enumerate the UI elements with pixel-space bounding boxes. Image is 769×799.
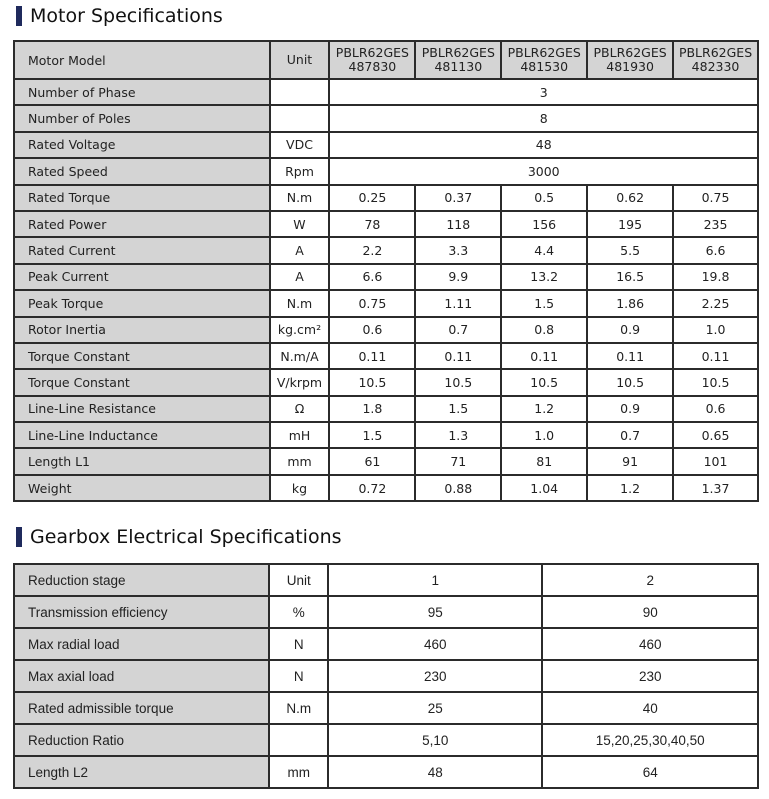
- row-value: 16.5: [587, 264, 673, 290]
- row-label: Number of Phase: [14, 79, 270, 105]
- model-series: PBLR62GES: [593, 45, 667, 60]
- row-value: 118: [415, 211, 501, 237]
- row-value: 1.3: [415, 422, 501, 448]
- model-number: 481530: [520, 59, 569, 74]
- row-unit: Unit: [269, 564, 328, 596]
- row-unit: mm: [270, 448, 330, 474]
- row-unit: V/krpm: [270, 369, 330, 395]
- row-unit: kg: [270, 475, 330, 501]
- row-label: Reduction stage: [14, 564, 269, 596]
- row-value: 64: [542, 756, 758, 788]
- row-value: 15,20,25,30,40,50: [542, 724, 758, 756]
- header-model-482330: [673, 41, 758, 79]
- row-value: 0.9: [587, 396, 673, 422]
- header-model-481930: [587, 41, 673, 79]
- row-unit: Ω: [270, 396, 330, 422]
- row-unit: N.m: [270, 185, 330, 211]
- row-value: 95: [328, 596, 542, 628]
- row-unit: N: [269, 628, 328, 660]
- row-value: 71: [415, 448, 501, 474]
- row-value: 61: [329, 448, 415, 474]
- row-label: Transmission efficiency: [14, 596, 269, 628]
- row-value: 2.2: [329, 237, 415, 263]
- row-value: 0.62: [587, 185, 673, 211]
- gearbox-specifications-heading: [16, 526, 342, 548]
- row-value: 10.5: [673, 369, 758, 395]
- row-value: 0.88: [415, 475, 501, 501]
- row-value: 6.6: [673, 237, 758, 263]
- table-row: [14, 756, 758, 788]
- row-label: Weight: [14, 475, 270, 501]
- row-value: 0.6: [673, 396, 758, 422]
- row-value: 0.11: [673, 343, 758, 369]
- row-value: 78: [329, 211, 415, 237]
- row-value: 0.37: [415, 185, 501, 211]
- row-label: Rated admissible torque: [14, 692, 269, 724]
- row-value: 1: [328, 564, 542, 596]
- row-unit: N: [269, 660, 328, 692]
- row-value: 1.5: [329, 422, 415, 448]
- row-value: 101: [673, 448, 758, 474]
- row-value: 1.37: [673, 475, 758, 501]
- row-value: 81: [501, 448, 587, 474]
- row-unit: N.m/A: [270, 343, 330, 369]
- table-row: [14, 237, 758, 263]
- row-unit: W: [270, 211, 330, 237]
- row-unit: Rpm: [270, 158, 330, 184]
- table-row: [14, 132, 758, 158]
- row-unit: [270, 105, 330, 131]
- table-row: [14, 185, 758, 211]
- row-label: Peak Torque: [14, 290, 270, 316]
- row-value: 5.5: [587, 237, 673, 263]
- row-value: 460: [328, 628, 542, 660]
- row-unit: mm: [269, 756, 328, 788]
- row-value-all-models: 8: [329, 105, 758, 131]
- row-label: Rated Torque: [14, 185, 270, 211]
- row-value: 1.2: [501, 396, 587, 422]
- row-label: Rated Voltage: [14, 132, 270, 158]
- row-value: 0.7: [587, 422, 673, 448]
- heading-accent-bar: [16, 527, 22, 547]
- row-unit: %: [269, 596, 328, 628]
- row-unit: A: [270, 264, 330, 290]
- model-series: PBLR62GES: [335, 45, 409, 60]
- table-row: [14, 211, 758, 237]
- row-value: 0.8: [501, 317, 587, 343]
- row-label: Torque Constant: [14, 369, 270, 395]
- row-unit: kg.cm²: [270, 317, 330, 343]
- row-value-all-models: 3: [329, 79, 758, 105]
- row-value: 1.86: [587, 290, 673, 316]
- table-row: [14, 724, 758, 756]
- table-row: [14, 343, 758, 369]
- row-label: Rated Current: [14, 237, 270, 263]
- row-value: 4.4: [501, 237, 587, 263]
- model-number: 481130: [434, 59, 483, 74]
- table-row: [14, 369, 758, 395]
- row-value: 1.0: [673, 317, 758, 343]
- row-label: Peak Current: [14, 264, 270, 290]
- model-series: PBLR62GES: [507, 45, 581, 60]
- table-row: [14, 448, 758, 474]
- row-value: 2: [542, 564, 758, 596]
- row-label: Length L1: [14, 448, 270, 474]
- row-value: 0.75: [673, 185, 758, 211]
- row-value: 1.2: [587, 475, 673, 501]
- row-value: 460: [542, 628, 758, 660]
- row-value: 0.7: [415, 317, 501, 343]
- row-value: 230: [328, 660, 542, 692]
- table-row: [14, 628, 758, 660]
- header-model-481530: [501, 41, 587, 79]
- table-row: [14, 396, 758, 422]
- row-value: 9.9: [415, 264, 501, 290]
- row-value: 0.65: [673, 422, 758, 448]
- header-unit: Unit: [270, 41, 330, 79]
- row-value: 25: [328, 692, 542, 724]
- row-label: Line-Line Inductance: [14, 422, 270, 448]
- row-value: 10.5: [587, 369, 673, 395]
- motor-specifications-table: [13, 40, 759, 502]
- row-value: 5,10: [328, 724, 542, 756]
- row-unit: N.m: [269, 692, 328, 724]
- row-value: 0.11: [329, 343, 415, 369]
- motor-specifications-title: Motor Specifications: [30, 5, 223, 27]
- model-number: 481930: [606, 59, 654, 74]
- model-series: PBLR62GES: [678, 45, 753, 60]
- row-label: Rated Power: [14, 211, 270, 237]
- header-model-481130: [415, 41, 501, 79]
- row-label: Number of Poles: [14, 105, 270, 131]
- row-label: Torque Constant: [14, 343, 270, 369]
- row-label: Rated Speed: [14, 158, 270, 184]
- row-unit: N.m: [270, 290, 330, 316]
- table-row: [14, 475, 758, 501]
- gearbox-specifications-title: Gearbox Electrical Specifications: [30, 526, 342, 548]
- row-value: 235: [673, 211, 758, 237]
- row-label: Max radial load: [14, 628, 269, 660]
- row-value: 2.25: [673, 290, 758, 316]
- header-row: [14, 564, 758, 596]
- row-value: 0.5: [501, 185, 587, 211]
- row-value: 0.6: [329, 317, 415, 343]
- row-label: Reduction Ratio: [14, 724, 269, 756]
- row-value: 1.8: [329, 396, 415, 422]
- row-value: 195: [587, 211, 673, 237]
- row-unit: VDC: [270, 132, 330, 158]
- table-row: [14, 317, 758, 343]
- row-value: 40: [542, 692, 758, 724]
- gearbox-specifications-table: [13, 563, 759, 789]
- row-value: 0.25: [329, 185, 415, 211]
- motor-specifications-heading: [16, 5, 223, 27]
- table-row: [14, 290, 758, 316]
- row-value: 10.5: [501, 369, 587, 395]
- row-value: 3.3: [415, 237, 501, 263]
- row-value: 91: [587, 448, 673, 474]
- table-row: [14, 105, 758, 131]
- row-unit: A: [270, 237, 330, 263]
- row-value: 19.8: [673, 264, 758, 290]
- row-unit: mH: [270, 422, 330, 448]
- header-motor-model: Motor Model: [14, 41, 270, 79]
- row-value-all-models: 3000: [329, 158, 758, 184]
- table-row: [14, 158, 758, 184]
- row-label: Max axial load: [14, 660, 269, 692]
- row-value: 0.75: [329, 290, 415, 316]
- row-unit: [269, 724, 328, 756]
- row-value: 1.11: [415, 290, 501, 316]
- row-unit: [270, 79, 330, 105]
- row-value: 6.6: [329, 264, 415, 290]
- row-value: 156: [501, 211, 587, 237]
- row-value: 48: [328, 756, 542, 788]
- model-series: PBLR62GES: [421, 45, 495, 60]
- row-label: Length L2: [14, 756, 269, 788]
- header-row: [14, 41, 758, 79]
- table-row: [14, 79, 758, 105]
- model-number: 487830: [348, 59, 397, 74]
- row-value: 10.5: [415, 369, 501, 395]
- row-value: 0.11: [415, 343, 501, 369]
- row-value: 0.9: [587, 317, 673, 343]
- row-value: 90: [542, 596, 758, 628]
- model-number: 482330: [691, 59, 740, 74]
- row-value: 10.5: [329, 369, 415, 395]
- row-value-all-models: 48: [329, 132, 758, 158]
- row-value: 0.11: [501, 343, 587, 369]
- table-row: [14, 264, 758, 290]
- row-label: Rotor Inertia: [14, 317, 270, 343]
- row-value: 230: [542, 660, 758, 692]
- row-label: Line-Line Resistance: [14, 396, 270, 422]
- header-model-487830: [329, 41, 415, 79]
- row-value: 0.72: [329, 475, 415, 501]
- table-row: [14, 692, 758, 724]
- row-value: 1.0: [501, 422, 587, 448]
- table-row: [14, 660, 758, 692]
- table-row: [14, 596, 758, 628]
- row-value: 0.11: [587, 343, 673, 369]
- row-value: 1.04: [501, 475, 587, 501]
- row-value: 1.5: [501, 290, 587, 316]
- heading-accent-bar: [16, 6, 22, 26]
- table-row: [14, 422, 758, 448]
- row-value: 1.5: [415, 396, 501, 422]
- row-value: 13.2: [501, 264, 587, 290]
